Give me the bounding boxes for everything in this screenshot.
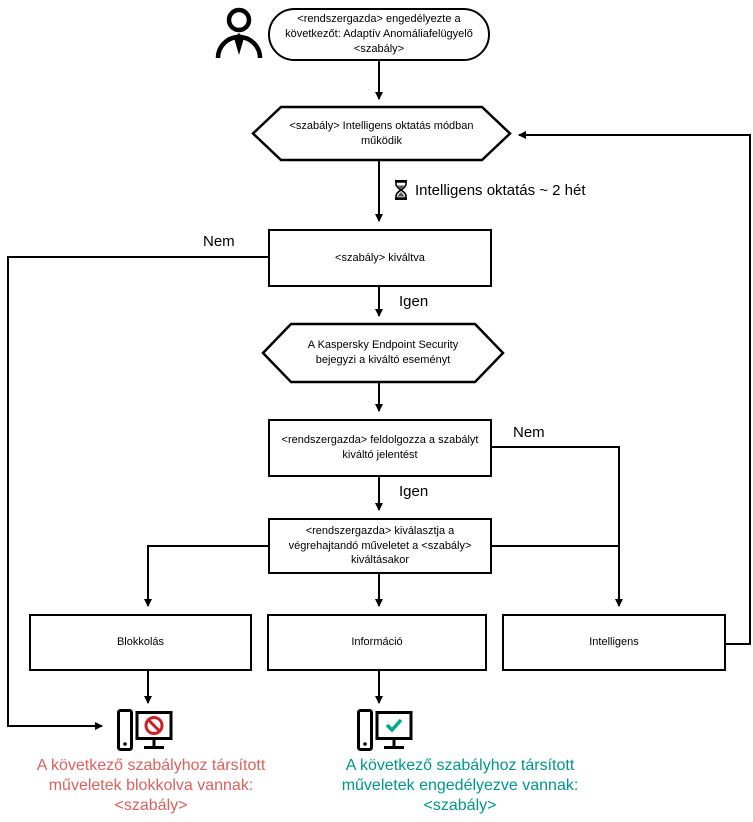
node-rule-triggered-label: <szabály> kiváltva bbox=[335, 251, 425, 264]
outcome-blocked-line: műveletek blokkolva vannak: bbox=[48, 777, 254, 794]
edge-label-no-2: Nem bbox=[513, 424, 545, 441]
outcome-allowed-line: <szabály> bbox=[423, 797, 497, 814]
hourglass-icon bbox=[393, 180, 409, 200]
node-admin-selects-label: <rendszergazda> kiválasztja a végrehajtandó műveletet a <szabály> kiváltásakor bbox=[288, 524, 472, 567]
edge-label-yes-2: Igen bbox=[399, 483, 429, 500]
outcome-allowed-line: A következő szabályhoz társított bbox=[345, 757, 575, 774]
training-note bbox=[393, 180, 586, 200]
pc-blocked-icon bbox=[116, 708, 174, 754]
node-action-info-label: Információ bbox=[351, 636, 403, 649]
outcome-blocked-line: <szabály> bbox=[114, 797, 188, 814]
node-action-info bbox=[267, 614, 487, 671]
node-action-block bbox=[29, 614, 252, 671]
admin-person-icon bbox=[214, 6, 264, 60]
edge-label-no-1: Nem bbox=[203, 233, 235, 250]
node-action-smart bbox=[502, 614, 726, 671]
edge-label-yes-1: Igen bbox=[399, 293, 429, 310]
node-start-label: <rendszergazda> engedélyezte a következőt: Adaptív Anomáliafelügyelő <szabály> bbox=[285, 13, 473, 55]
pc-allowed-icon bbox=[356, 708, 414, 754]
node-admin-processes-label: <rendszergazda> feldolgozza a szabályt kiváltó jelentést bbox=[281, 434, 479, 461]
node-action-smart-label: Intelligens bbox=[589, 636, 639, 649]
outcome-blocked-text bbox=[8, 756, 294, 816]
outcome-allowed-line: műveletek engedélyezve vannak: bbox=[341, 777, 579, 794]
connector-no-to-smart bbox=[492, 447, 619, 606]
node-training-mode-label: <szabály> Intelligens oktatás módban működik bbox=[289, 119, 474, 147]
node-admin-selects bbox=[268, 518, 492, 574]
node-rule-triggered bbox=[268, 229, 492, 287]
connector-selects-to-block bbox=[148, 546, 268, 606]
outcome-blocked-line: A következő szabályhoz társított bbox=[36, 757, 266, 774]
node-action-block-label: Blokkolás bbox=[116, 636, 165, 649]
training-note-label: Intelligens oktatás ~ 2 hét bbox=[415, 181, 586, 199]
node-start bbox=[268, 8, 490, 61]
outcome-allowed-text bbox=[330, 756, 590, 816]
node-logs-event-label: A Kaspersky Endpoint Security bejegyzi a kiváltó eseményt bbox=[307, 339, 459, 366]
node-admin-processes bbox=[268, 419, 492, 477]
connector-smart-loopback bbox=[519, 135, 750, 644]
